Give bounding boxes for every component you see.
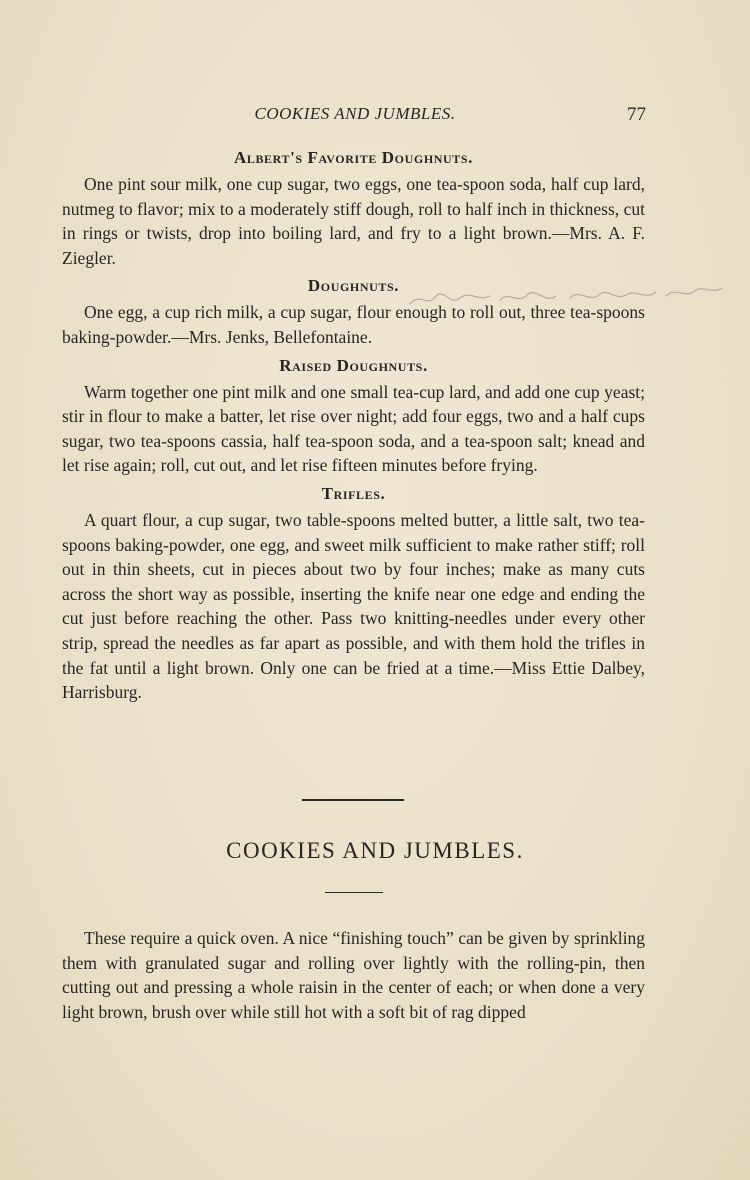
recipe-alberts-favorite-doughnuts [62, 146, 645, 270]
recipe-title: Raised Doughnuts. [279, 355, 428, 375]
running-head [60, 102, 650, 130]
recipe-title: Doughnuts. [307, 276, 400, 296]
recipe-text: One pint sour milk, one cup sugar, two eggs, one tea-spoon soda, half cup lard, nutmeg to flavor; mix to a moderately stiff dough, roll to half inch in thickness, cut in rings or twists, drop into boiling lard, and fry to a light brown.—Mrs. A. F. Ziegler. [62, 174, 645, 268]
recipe-list [62, 146, 645, 705]
recipe-text: One egg, a cup rich milk, a cup sugar, flour enough to roll out, three tea-spoons baking-powder.—Mrs. Jenks, Bellefontaine. [62, 302, 645, 347]
section-title: COOKIES AND JUMBLES. [226, 838, 524, 863]
recipe-doughnuts [62, 274, 645, 349]
running-title: COOKIES AND JUMBLES. [254, 104, 456, 123]
recipe-title: Albert's Favorite Doughnuts. [233, 148, 474, 167]
recipe-raised-doughnuts [62, 354, 645, 478]
recipe-trifles [62, 482, 645, 705]
page-number: 77 [627, 104, 646, 125]
recipe-text: A quart flour, a cup sugar, two table-spoons melted butter, a little salt, two tea-spoons baking-powder, one egg, and sweet milk sufficient to make rather stiff; roll out in thin sheets, cut in pieces about two by four inches; make as many cuts across the short way as possible, inserting the knife near one edge and ending the cut just before reaching the other. Pass two knitting-needles under every other strip, spread the needles as far apart as possible, and with them hold the trifles in the fat until a light brown. Only one can be fried at a time.—Miss Ettie Dalbey, Harrisburg. [62, 509, 645, 703]
divider-rule [325, 892, 383, 893]
recipe-title: Trifles. [321, 483, 386, 503]
recipe-text: Warm together one pint milk and one small tea-cup lard, and add one cup yeast; stir in flour to make a batter, let rise over night; add four eggs, two and a half cups sugar, two tea-spoons cassia, half tea-spoon soda, and a tea-spoon salt; knead and let rise again; roll, cut out, and let rise fifteen minutes before frying. [62, 381, 645, 476]
divider-rule [302, 799, 404, 801]
section-intro-text: These require a quick oven. A nice “finishing touch” can be given by sprinkling them with granulated sugar and rolling over lightly with the rolling-pin, then cutting out and pressing a whole raisin in the center of each; or when done a very light brown, brush over while still hot with a soft bit of rag dipped [62, 928, 645, 1022]
section-intro [62, 926, 645, 1024]
